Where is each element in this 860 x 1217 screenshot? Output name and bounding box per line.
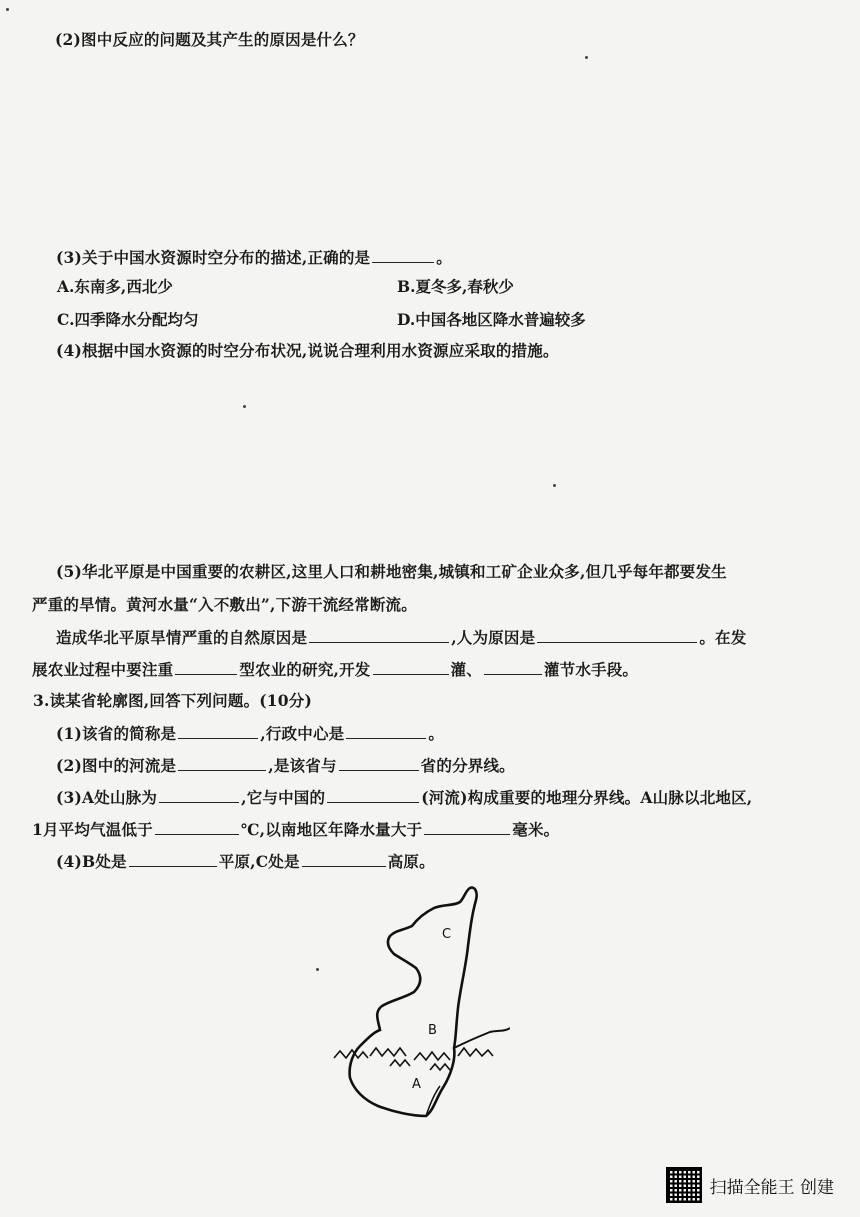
question-2-4: (4)根据中国水资源的时空分布状况,说说合理利用水资源应采取的措施。 [56, 341, 559, 360]
answer-blank[interactable] [178, 755, 266, 771]
answer-blank[interactable] [339, 755, 419, 771]
question-text: ℃,以南地区年降水量大于 [240, 820, 423, 839]
question-text: (4)B处是 [56, 852, 127, 871]
question-text: ,行政中心是 [260, 724, 345, 743]
question-text: 造成华北平原旱情严重的自然原因是 [56, 628, 308, 647]
question-text: (2)图中的河流是 [56, 756, 177, 775]
question-text: (3)A处山脉为 [56, 788, 158, 807]
question-text: ,它与中国的 [241, 788, 326, 807]
question-3-1 [56, 723, 444, 744]
option-d: D.中国各地区降水普遍较多 [397, 310, 586, 329]
question-2-5-line4 [32, 659, 638, 680]
label-a: A [412, 1077, 421, 1092]
option-b: B.夏冬多,春秋少 [397, 277, 514, 296]
answer-blank[interactable] [129, 851, 217, 867]
question-2-2: (2)图中反应的问题及其产生的原因是什么？ [55, 30, 364, 49]
question-text: 灌、 [450, 660, 482, 679]
answer-blank[interactable] [178, 723, 258, 739]
question-text: 。在发 [699, 628, 747, 647]
question-3-3-cont [32, 819, 559, 840]
question-3-title: 3.读某省轮廓图,回答下列问题。(10分) [33, 691, 313, 710]
question-text: (1)该省的简称是 [56, 724, 177, 743]
scanner-watermark [666, 1167, 834, 1203]
question-2-5-line3 [56, 627, 746, 648]
answer-blank[interactable] [484, 659, 542, 675]
question-text: 1月平均气温低于 [32, 820, 153, 839]
answer-blank[interactable] [155, 819, 239, 835]
question-text: 灌节水手段。 [543, 660, 639, 679]
answer-blank[interactable] [537, 627, 697, 643]
question-text: 平原,C处是 [218, 852, 300, 871]
province-outline-map [330, 880, 510, 1120]
mountain-range-symbol [334, 1048, 493, 1070]
qr-code-icon [666, 1167, 702, 1203]
scan-speck [316, 968, 319, 971]
answer-blank[interactable] [327, 787, 419, 803]
answer-blank[interactable] [372, 247, 434, 263]
question-2-5-line1: (5)华北平原是中国重要的农耕区,这里人口和耕地密集,城镇和工矿企业众多,但几乎每年都要发生 [56, 562, 727, 581]
river-line [454, 1028, 510, 1048]
scan-speck [585, 56, 588, 59]
question-text: ,人为原因是 [451, 628, 536, 647]
question-text: 型农业的研究,开发 [239, 660, 371, 679]
question-3-4 [56, 851, 435, 872]
scan-speck [553, 484, 556, 487]
scan-speck [243, 405, 246, 408]
answer-blank[interactable] [175, 659, 237, 675]
answer-blank[interactable] [309, 627, 449, 643]
question-2-5-line2: 严重的旱情。黄河水量“入不敷出”,下游干流经常断流。 [32, 595, 417, 614]
question-3-2 [56, 755, 515, 776]
label-c: C [442, 927, 452, 942]
option-c: C.四季降水分配均匀 [57, 310, 199, 329]
question-text: 省的分界线。 [420, 756, 515, 775]
question-2-3 [56, 247, 452, 268]
river-line [426, 1086, 440, 1116]
question-text: 。 [436, 248, 452, 267]
label-b: B [428, 1023, 437, 1038]
answer-blank[interactable] [373, 659, 449, 675]
watermark-text: 扫描全能王 创建 [709, 1177, 834, 1198]
answer-blank[interactable] [159, 787, 239, 803]
option-a: A.东南多,西北少 [57, 277, 173, 296]
question-text: 高原。 [387, 852, 435, 871]
answer-blank[interactable] [302, 851, 386, 867]
question-text: 。 [428, 724, 445, 743]
answer-blank[interactable] [424, 819, 510, 835]
scan-speck [6, 8, 9, 11]
question-text: 展农业过程中要注重 [32, 660, 174, 679]
question-text: ,是该省与 [268, 756, 337, 775]
question-3-3 [56, 787, 752, 808]
question-text: (3)关于中国水资源时空分布的描述,正确的是 [56, 248, 371, 267]
question-text: (河流)构成重要的地理分界线。A山脉以北地区, [421, 788, 753, 807]
answer-blank[interactable] [346, 723, 426, 739]
question-text: 毫米。 [512, 820, 560, 839]
